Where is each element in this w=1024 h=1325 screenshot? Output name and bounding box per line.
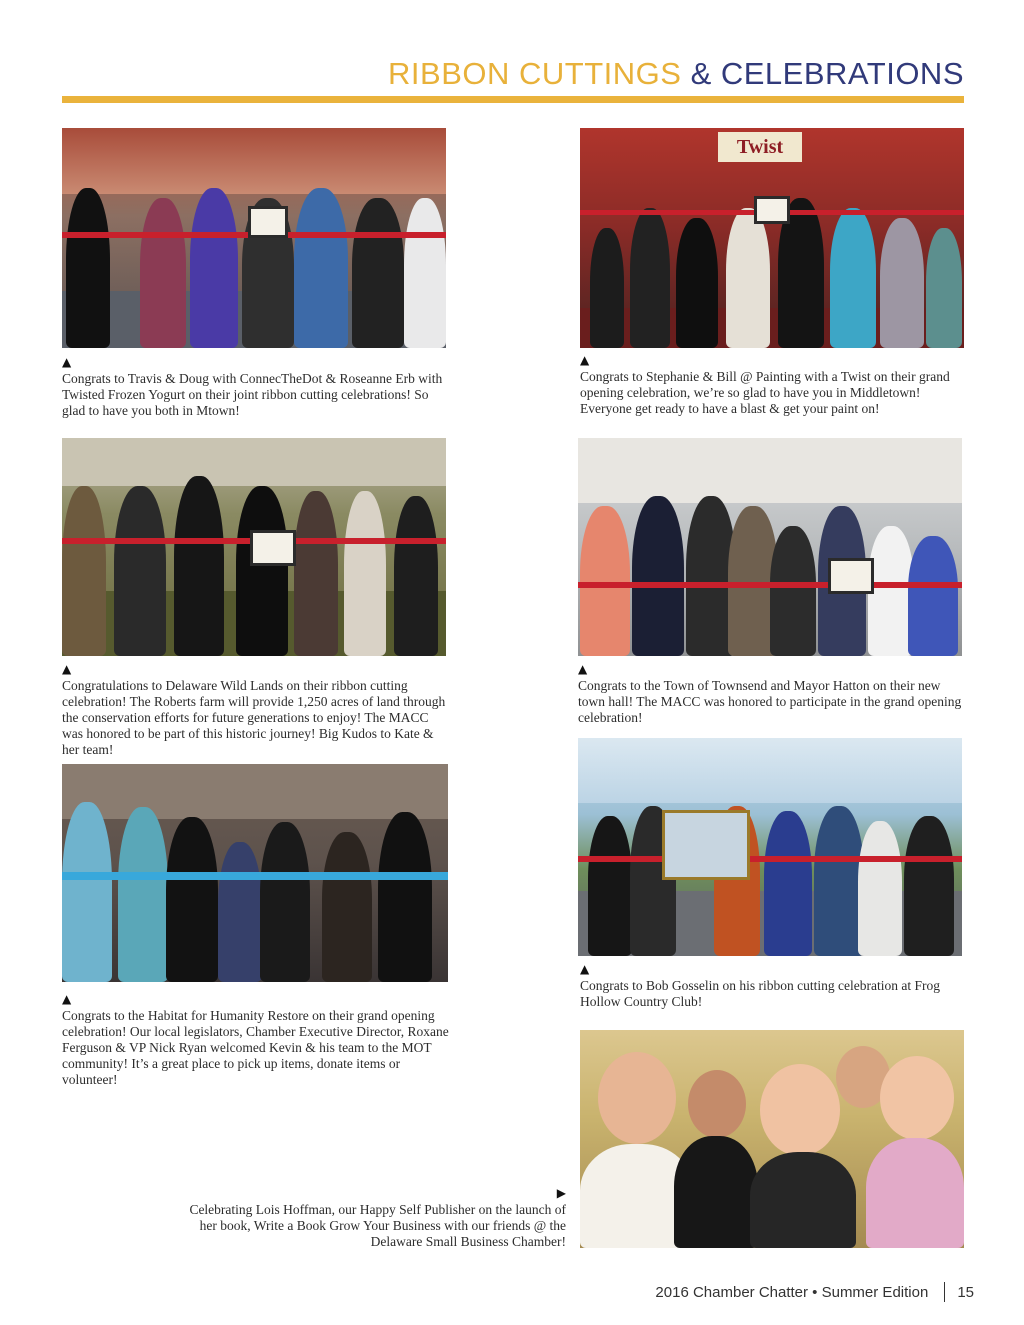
page-number: 15 <box>957 1283 974 1301</box>
page-title <box>388 56 964 92</box>
title-part-ribbon-cuttings: RIBBON CUTTINGS <box>388 56 682 91</box>
up-arrow-icon: ▲ <box>62 355 72 369</box>
title-part-celebrations: & CELEBRATIONS <box>690 56 964 91</box>
right-arrow-icon: ▶ <box>556 1186 566 1200</box>
up-arrow-icon: ▲ <box>578 662 588 676</box>
footer-divider <box>944 1282 945 1302</box>
caption-town-of-townsend: ▲ Congrats to the Town of Townsend and Mayor Hatton on their new town hall! The MACC was honored to participate in the grand opening celebration! <box>578 662 968 726</box>
page-footer <box>655 1282 974 1302</box>
caption-delaware-wild-lands: ▲ Congratulations to Delaware Wild Lands on their ribbon cutting celebration! The Roberts farm will provide 1,250 acres of land through the conservation efforts for future generations to enjoy! The MACC was honored to be part of this historic journey! Big Kudos to Kate & her team! <box>62 662 452 758</box>
photo-habitat-for-humanity-restore <box>62 764 448 982</box>
footer-publication: 2016 Chamber Chatter • Summer Edition <box>655 1283 929 1301</box>
up-arrow-icon: ▲ <box>62 662 72 676</box>
caption-painting-with-a-twist: ▲ Congrats to Stephanie & Bill @ Painting with a Twist on their grand opening celebration, we’re so glad to have you in Middletown! Everyone get ready to have a blast & get your paint on! <box>580 353 970 417</box>
up-arrow-icon: ▲ <box>580 353 590 367</box>
caption-connecthedot: ▲ Congrats to Travis & Doug with ConnecTheDot & Roseanne Erb with Twisted Frozen Yogurt on their joint ribbon cutting celebrations! So glad to have you both in Mtown! <box>62 355 452 419</box>
caption-bob-gosselin: ▲ Congrats to Bob Gosselin on his ribbon cutting celebration at Frog Hollow Country Club! <box>580 962 970 1010</box>
photo-connecthedot-twisted-frozen-yogurt <box>62 128 446 348</box>
photo-lois-hoffman-book-launch <box>580 1030 964 1248</box>
up-arrow-icon: ▲ <box>580 962 590 976</box>
title-underline <box>62 96 964 103</box>
twist-sign: Twist <box>718 132 802 162</box>
photo-town-of-townsend <box>578 438 962 656</box>
photo-frog-hollow-country-club <box>578 738 962 956</box>
up-arrow-icon: ▲ <box>62 992 72 1006</box>
caption-lois-hoffman: ▶ Celebrating Lois Hoffman, our Happy Self Publisher on the launch of her book, Write a Book Grow Your Business with our friends @ the Delaware Small Business Chamber! <box>170 1186 566 1250</box>
caption-habitat-for-humanity: ▲ Congrats to the Habitat for Humanity Restore on their grand opening celebration! Our local legislators, Chamber Executive Director, Roxane Ferguson & VP Nick Ryan welcomed Kevin & his team to the MOT community! It’s a great place to pick up items, donate items or volunteer! <box>62 992 452 1088</box>
photo-delaware-wild-lands <box>62 438 446 656</box>
photo-painting-with-a-twist <box>580 128 964 348</box>
